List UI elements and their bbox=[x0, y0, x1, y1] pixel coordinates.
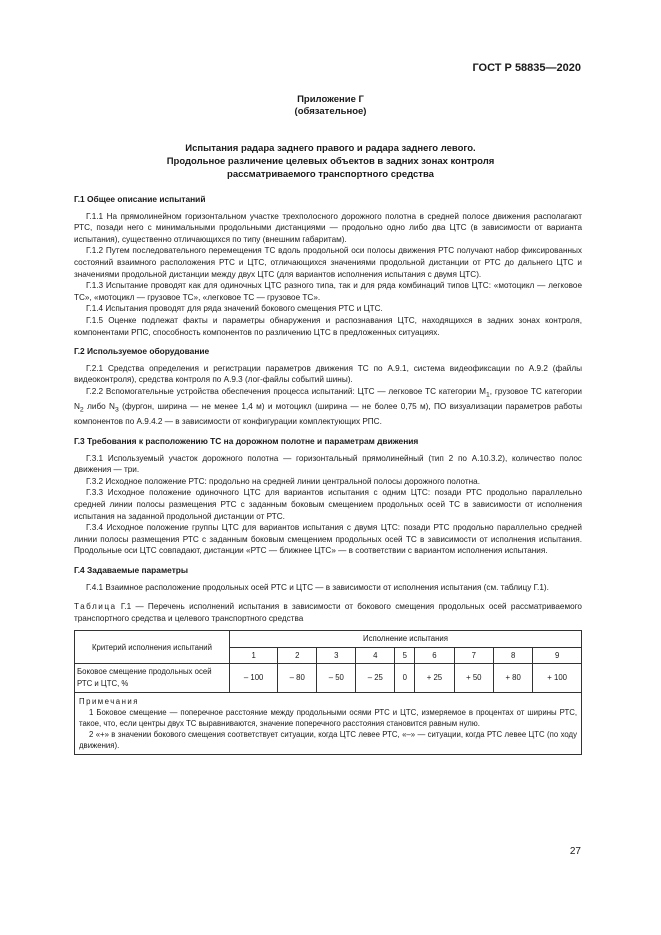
criteria-header: Критерий исполнения испытаний bbox=[75, 631, 230, 664]
table-caption: Таблица Г.1 — Перечень исполнений испытания в зависимости от бокового смещения продольных осей рассматриваемого транспортного средства и целевого транспортного средства bbox=[74, 602, 582, 623]
appendix-status: (обязательное) bbox=[294, 106, 367, 117]
table-cell: + 50 bbox=[454, 664, 493, 692]
notes-title: Примечания bbox=[79, 696, 140, 706]
column-header: 8 bbox=[493, 647, 532, 664]
column-header: 1 bbox=[230, 647, 278, 664]
paragraph: Г.2.1 Средства определения и регистрации параметров движения ТС по А.9.1, система видеофиксации по А.9.2 (файлы видеоконтроля), средства контроля по А.9.3 (лог-файлы событий шины). bbox=[74, 363, 582, 385]
appendix-title: Приложение Г bbox=[297, 94, 364, 105]
column-header: 3 bbox=[317, 647, 356, 664]
main-title-line2: Продольное различение целевых объектов в задних зонах контроля bbox=[166, 156, 495, 167]
table-cell: – 50 bbox=[317, 664, 356, 692]
paragraph: Г.2.2 Вспомогательные устройства обеспечения процесса испытаний: ЦТС — легковое ТС категории $М_1$, грузовое ТС категории $N_2$ либо $N_3$ (фургон, ширина — не менее 1,4 м) и мотоцикл (ширина — не более 0,75 м), ПО визуализации параметров работы компонентов по А.9.4.2 — в зависимости от конфигурации комплектующих РПС. bbox=[74, 386, 583, 427]
column-header: 6 bbox=[415, 647, 454, 664]
table-cell: – 25 bbox=[356, 664, 395, 692]
test-variants-table bbox=[74, 630, 582, 754]
table-cell: – 100 bbox=[230, 664, 278, 692]
column-header: 9 bbox=[533, 647, 582, 664]
column-header: 4 bbox=[356, 647, 395, 664]
paragraph: Г.1.4 Испытания проводят для ряда значений бокового смещения РТС и ЦТС. bbox=[86, 304, 383, 314]
section-heading: Г.4 Задаваемые параметры bbox=[74, 564, 189, 575]
table-cell: + 80 bbox=[493, 664, 532, 692]
note-1: 1 Боковое смещение — поперечное расстояние между продольными осями РТС и ЦТС, измеряемое в процентах от ширины РТС, такое, что, если центры двух ТС выравниваются, значение поперечного расстояния становится равным нулю. bbox=[79, 707, 577, 728]
document-body bbox=[74, 186, 582, 755]
paragraph: Г.1.2 Путем последовательного перемещения ТС вдоль продольной оси полосы движения РТС получают набор фиксированных состояний взаимного расположения РТС и ЦТС, отличающихся значениями продольной дистанции от РТС до дальнего ЦТС и значениями продольной дистанции между двух ЦТС (для вариантов исполнения испытания с двумя ЦТС). bbox=[74, 246, 582, 279]
column-header: 5 bbox=[395, 647, 415, 664]
row-label: Боковое смещение продольных осей РТС и ЦТС, % bbox=[75, 664, 230, 692]
section-heading: Г.1 Общее описание испытаний bbox=[74, 194, 206, 204]
paragraph: Г.4.1 Взаимное расположение продольных осей РТС и ЦТС — в зависимости от исполнения испытания (см. таблицу Г.1). bbox=[86, 582, 549, 592]
paragraph: Г.3.3 Исходное положение одиночного ЦТС для вариантов испытания с одним ЦТС: позади РТС продольно параллельно средней линии полосы размещения РТС с заданным боковым смещением продольных осей ТС в зависимости от исполнения испытания на заданной продольной дистанции от РТС. bbox=[74, 488, 582, 521]
paragraph: Г.3.1 Используемый участок дорожного полотна — горизонтальный прямолинейный (тип 2 по А.10.3.2), количество полос движения — три. bbox=[74, 453, 582, 475]
section-heading: Г.2 Используемое оборудование bbox=[74, 346, 210, 357]
document-id: ГОСТ Р 58835—2020 bbox=[472, 62, 581, 74]
column-header: 2 bbox=[278, 647, 317, 664]
table-cell: + 100 bbox=[533, 664, 582, 692]
table-row bbox=[75, 664, 582, 692]
paragraph: Г.1.5 Оценке подлежат факты и параметры обнаружения и распознавания ЦТС, находящихся в задних зонах контроля, компонентами РПС, способность компонентов по различению ЦТС в предложенных ситуациях. bbox=[74, 315, 582, 337]
paragraph: Г.1.3 Испытание проводят как для одиночных ЦТС разного типа, так и для ряда комбинаций типов ЦТС: «мотоцикл — легковое ТС», «мотоцикл — грузовое ТС», «легковое ТС — грузовое ТС». bbox=[74, 281, 582, 302]
section-heading: Г.3 Требования к расположению ТС на дорожном полотне и параметрам движения bbox=[74, 435, 419, 446]
column-header: 7 bbox=[454, 647, 493, 664]
table-cell: 0 bbox=[395, 664, 415, 692]
paragraph: Г.3.2 Исходное положение РТС: продольно на средней линии центральной полосы дорожного полотна. bbox=[86, 476, 480, 486]
table-cell: + 25 bbox=[415, 664, 454, 692]
paragraph: Г.3.4 Исходное положение группы ЦТС для вариантов испытания с двумя ЦТС: позади РТС продольно параллельно средней линии полосы размещения РТС с заданным боковым смещением продольных осей ТС в зависимости от исполнения испытания. Продольные оси ЦТС совпадают, дистанции «РТС — ближнее ЦТС» — в соответствии с вариантом исполнения испытания. bbox=[74, 523, 582, 556]
table-cell: – 80 bbox=[278, 664, 317, 692]
page-number: 27 bbox=[569, 846, 581, 857]
execution-header: Исполнение испытания bbox=[230, 631, 582, 648]
paragraph: Г.1.1 На прямолинейном горизонтальном участке трехполосного дорожного полотна в средней полосе движения располагают РТС, позади него с минимальными продольными дистанциями — продольно одно либо два ЦТС (в зависимости от варианта испытания), существенно отличающихся по типу (внешним габаритам). bbox=[74, 211, 582, 244]
note-2: 2 «+» в значении бокового смещения соответствует ситуации, когда ЦТС левее РТС, «–» — ситуации, когда РТС левее ЦТС (по ходу движения). bbox=[79, 729, 577, 750]
main-title-line3: рассматриваемого транспортного средства bbox=[227, 169, 434, 180]
table-notes bbox=[75, 692, 582, 754]
main-title-line1: Испытания радара заднего правого и радара заднего левого. bbox=[185, 143, 476, 154]
